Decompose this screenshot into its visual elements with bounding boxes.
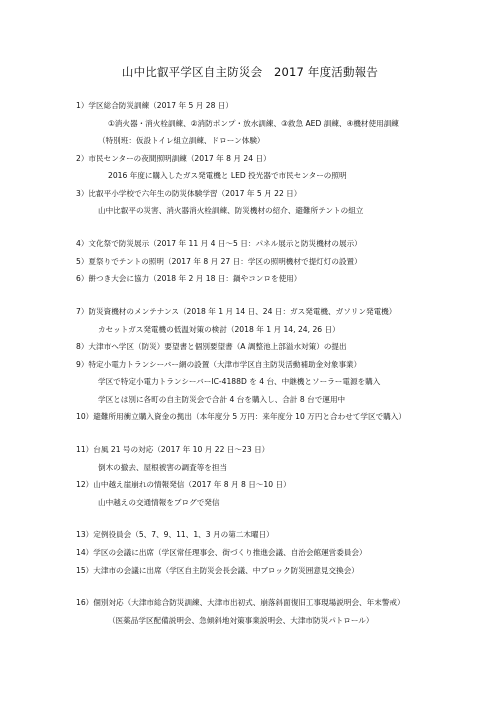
report-line: 1）学区総合防災訓練（2017 年 5 月 28 日） <box>76 101 234 110</box>
report-line: 13）定例役員会（5、7、9、11、1、3 月の第二木曜日） <box>76 530 274 540</box>
report-line: カセットガス発電機の低温対策の検討（2018 年 1 月 14, 24, 26 日） <box>98 324 340 334</box>
report-line: 12）山中越え崖崩れの情報発信（2017 年 8 月 8 日〜10 日） <box>76 480 291 490</box>
report-line: （特別班：仮設トイレ組立訓練、ドローン体験） <box>98 136 265 146</box>
report-line: 9）特定小電力トランシーバー網の設置（大津市学区自主防災活動補助金対象事業） <box>76 359 362 369</box>
report-line: 学区とは別に各町の自主防災会で合計 4 台を購入し、合計 8 台で運用中 <box>98 394 346 404</box>
report-line: 2016 年度に購入したガス発電機と LED 投光器で市民センターの照明 <box>108 171 347 181</box>
report-line: 16）個別対応（大津市総合防災訓練、大津市出初式、崩落斜面復旧工事現場説明会、年末警戒） <box>76 598 405 608</box>
report-line: 6）餅つき大会に協力（2018 年 2 月 18 日：鍋やコンロを使用） <box>76 274 302 284</box>
report-line: ①消火器・消火栓訓練、②消防ポンプ・放水訓練、③救急 AED 訓練、④機材使用訓練 <box>108 118 399 128</box>
report-line: 14）学区の会議に出席（学区常任理事会、街づくり推進会議、自治会館運営委員会） <box>76 547 367 557</box>
report-line: 4）文化祭で防災展示（2017 年 11 月 4 日〜5 日：パネル展示と防災機材の展示） <box>76 239 362 249</box>
report-line: 2）市民センターの夜間照明訓練（2017 年 8 月 24 日） <box>76 153 271 163</box>
report-line: 11）台風 21 号の対応（2017 年 10 月 22 日〜23 日） <box>76 445 270 454</box>
report-line: 山中比叡平の災害、消火器消火栓訓練、防災機材の紹介、避難所テントの組立 <box>98 206 364 216</box>
report-line: 山中越えの交通情報をブログで発信 <box>98 497 220 507</box>
report-line: 10）避難所用衝立購入資金の拠出（本年度分 5 万円：来年度分 10 万円と合わせて学区で購入） <box>76 412 406 422</box>
report-line: 学区で特定小電力トランシーバーIC-4188D を 4 台、中継機とソーラー電源を購入 <box>98 377 381 387</box>
report-line: 倒木の撤去、屋根被害の調査等を担当 <box>98 462 228 472</box>
report-line: 3）比叡平小学校で六年生の防災体験学習（2017 年 5 月 22 日） <box>76 188 302 198</box>
report-line: 15）大津市の会議に出席（学区自主防災会長会議、中ブロック防災囲意見交換会） <box>76 565 359 575</box>
report-line: （医薬品学区配備説明会、急傾斜地対策事業説明会、大津市防災パトロール） <box>108 615 374 625</box>
report-line: 8）大津市へ学区（防災）要望書と個別要望書（A 調整池上部溢水対策）の提出 <box>76 342 347 351</box>
report-line: 5）夏祭りでテントの照明（2017 年 8 月 27 日：学区の照明機材で提灯灯の設置） <box>76 256 362 266</box>
report-line: 7）防災資機材のメンテナンス（2018 年 1 月 14 日、24 日：ガス発電機、ガソリン発電機） <box>76 306 397 316</box>
document-title: 山中比叡平学区自主防災会 2017 年度活動報告 <box>121 65 379 79</box>
